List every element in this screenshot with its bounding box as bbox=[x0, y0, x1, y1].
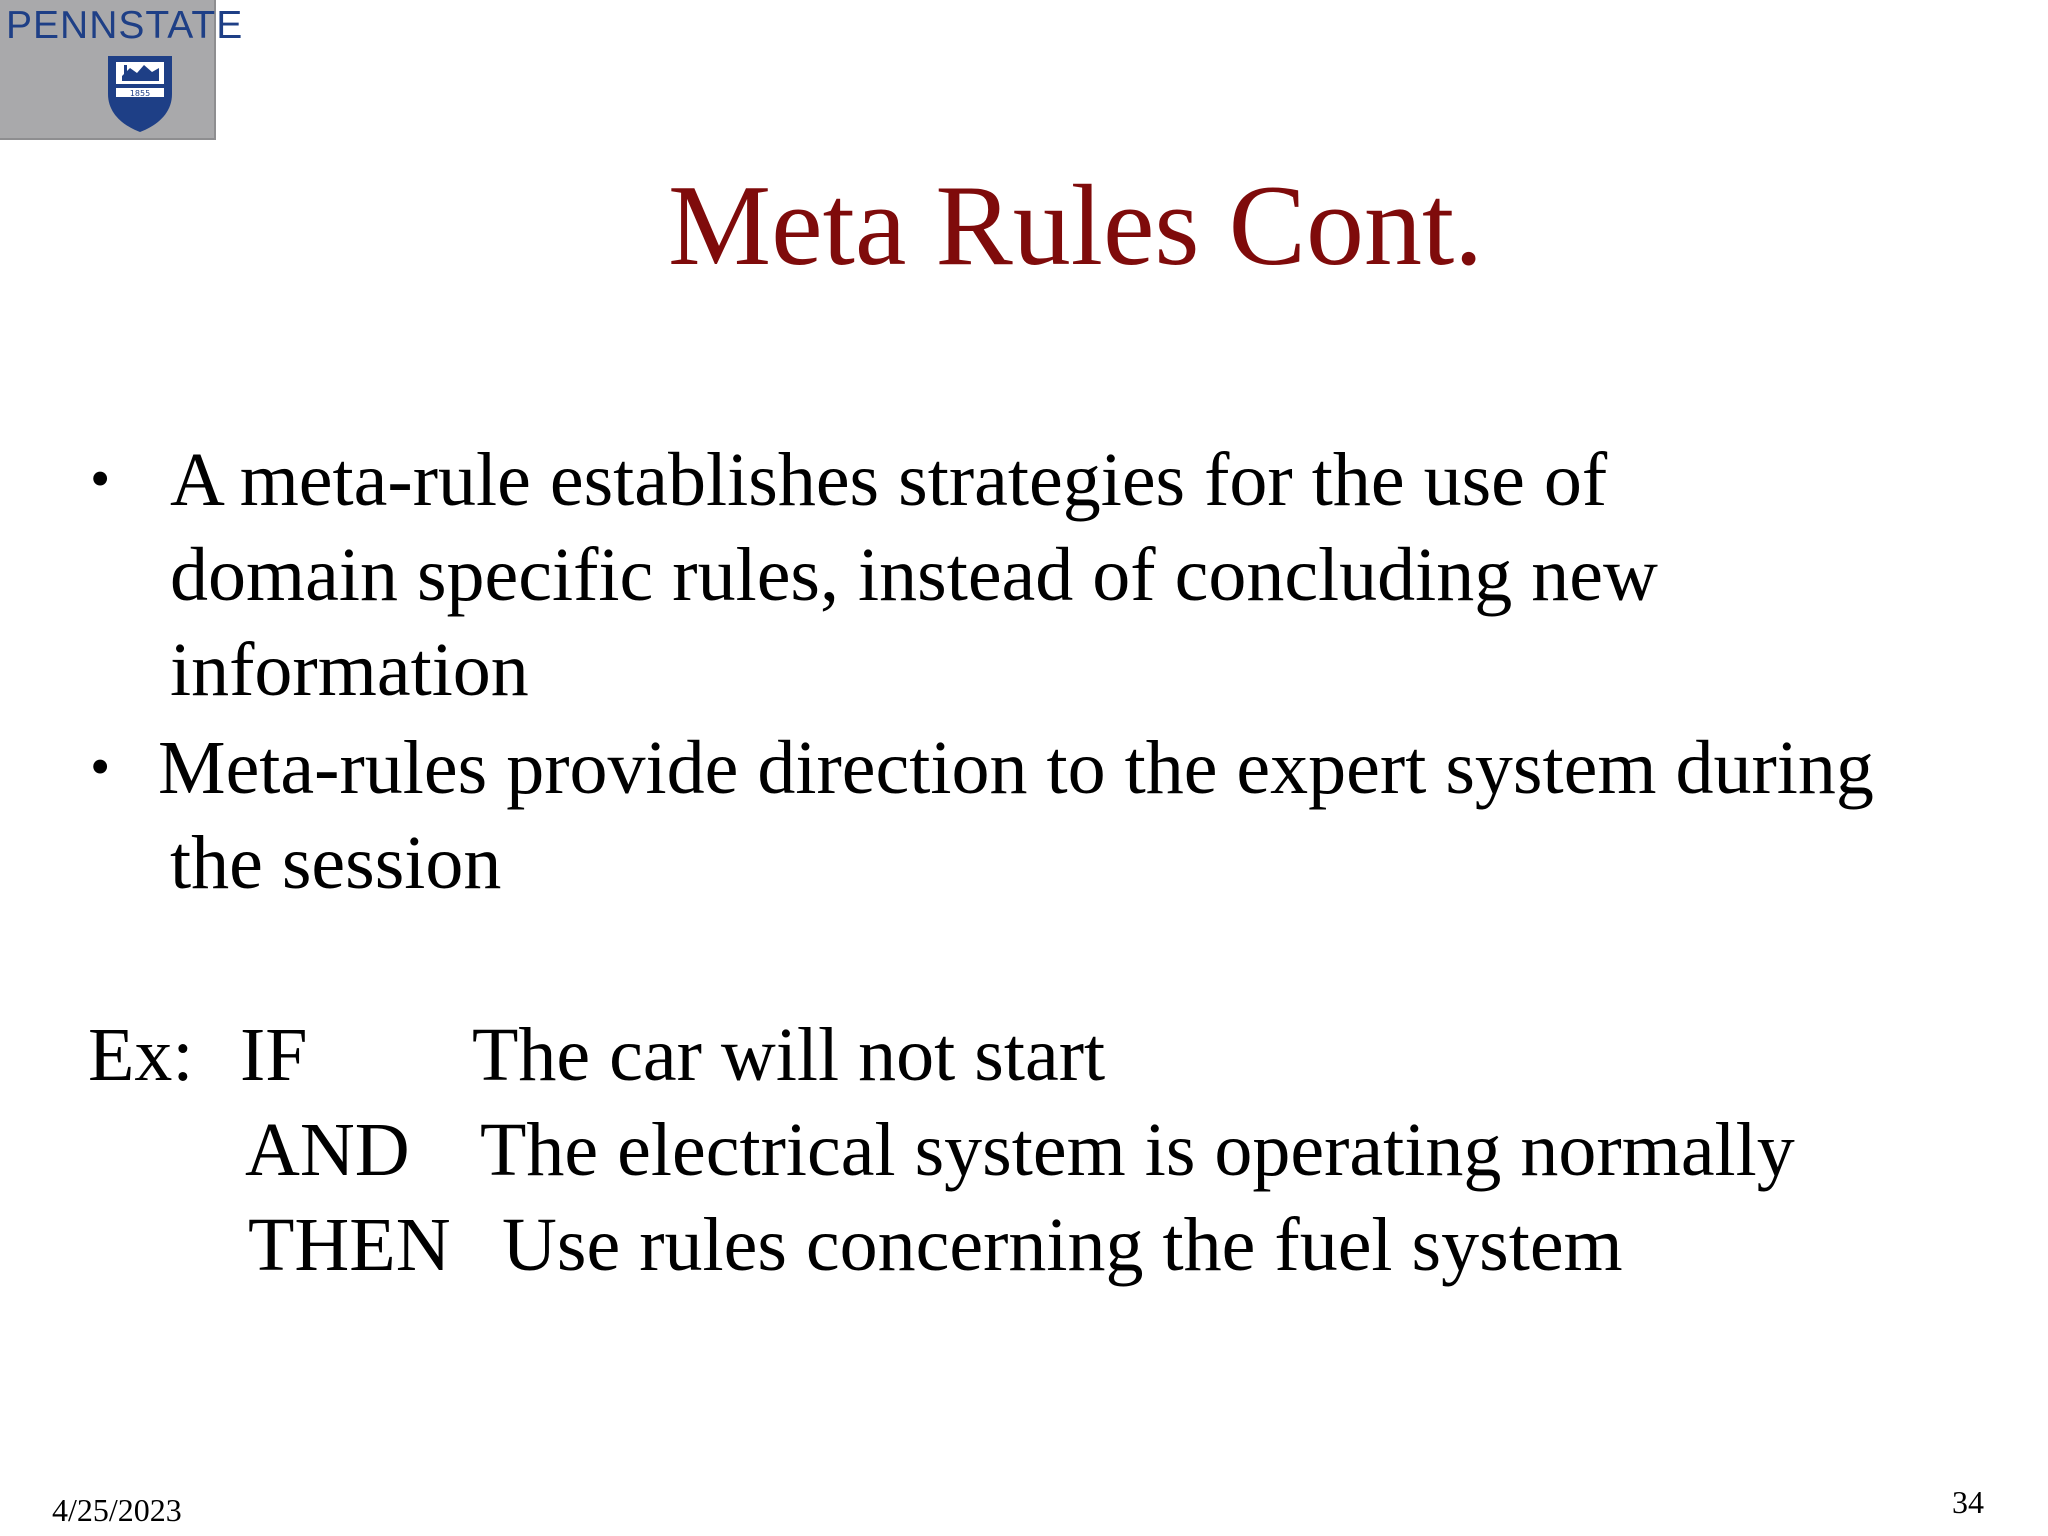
bullet-2-line-1: Meta-rules provide direction to the expert system during bbox=[158, 726, 1874, 810]
penn-state-logo bbox=[0, 0, 244, 140]
bullet-1-line-3: information bbox=[170, 628, 529, 712]
bullet-icon: • bbox=[90, 446, 111, 511]
bullet-1-line-1: A meta-rule establishes strategies for the use of bbox=[170, 438, 1608, 522]
footer-date: 4/25/2023 bbox=[52, 1492, 182, 1528]
shield-icon bbox=[104, 52, 176, 134]
logo-year: 1855 bbox=[129, 89, 151, 98]
example-then-text: Use rules concerning the fuel system bbox=[502, 1203, 1623, 1287]
bullet-1-line-2: domain specific rules, instead of concluding new bbox=[170, 533, 1658, 617]
example-and-keyword: AND bbox=[245, 1108, 410, 1192]
example-if-text: The car will not start bbox=[472, 1013, 1106, 1097]
slide-title: Meta Rules Cont. bbox=[668, 162, 1484, 290]
example-then-keyword: THEN bbox=[248, 1203, 451, 1287]
page-number: 34 bbox=[1952, 1484, 1984, 1520]
example-if-keyword: IF bbox=[240, 1013, 308, 1097]
bullet-icon: • bbox=[90, 734, 111, 799]
example-and-text: The electrical system is operating normally bbox=[480, 1108, 1795, 1192]
logo-wordmark: PENNSTATE bbox=[6, 4, 244, 47]
example-prefix: Ex: bbox=[88, 1013, 194, 1097]
bullet-2-line-2: the session bbox=[170, 821, 502, 905]
